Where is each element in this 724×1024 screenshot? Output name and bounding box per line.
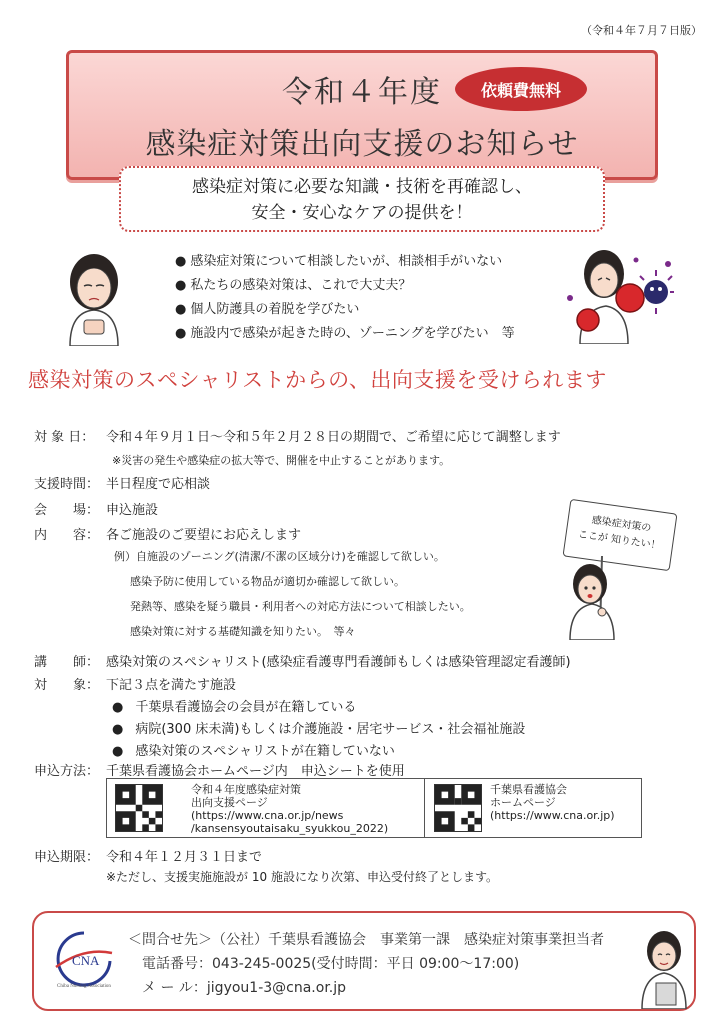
label: 申込期限： [34,850,100,865]
homepage-link[interactable]: (https://www.cna.or.jp) [490,809,615,822]
sign-line: ここが 知りたい！ [577,529,662,552]
hero-banner [66,50,658,180]
nurse-with-clipboard-icon [638,923,692,1009]
qr-caption-line: 出向支援ページ [191,796,268,809]
label: 内 容： [34,528,100,543]
qr-code-icon[interactable] [434,784,482,832]
label: 対 象 日： [34,430,95,445]
qr-code-icon[interactable] [115,784,163,832]
requirement-item: ● 感染対策のスペシャリストが在籍していない [112,740,395,759]
qr-caption-line: 千葉県看護協会 [490,783,567,796]
target-note: ※災害の発生や感染症の拡大等で、開催を中止することがあります。 [112,454,451,467]
nurse-fighting-virus-icon [566,240,674,344]
example-item: 感染予防に使用している物品が適切か確認して欲しい。 [130,575,405,588]
target-date-row [34,426,561,445]
subtitle-line: 感染症対策に必要な知識・技術を再確認し、 [192,177,532,197]
edition-date: （令和４年７月７日版） [581,24,702,37]
requirement-item: ● 千葉県看護協会の会員が在籍している [112,696,356,715]
support-page-link[interactable]: (https://www.cna.or.jp/news [191,809,344,822]
value: 千葉県看護協会ホームページ内 申込シートを使用 [106,764,405,779]
support-time-row [34,473,210,492]
example-item: 発熱等、感染を疑う職員・利用者への対応方法について相談したい。 [130,600,471,613]
requirement-item: ● 病院(300 床未満)もしくは介護施設・居宅サービス・社会福祉施設 [112,718,525,737]
page-title: 感染症対策出向支援のお知らせ [145,127,579,162]
subtitle-line: 安全・安心なケアの提供を！ [251,203,473,223]
qr-caption-line: 令和４年度感染症対策 [191,783,301,796]
label: 講 師： [34,655,100,670]
email-address[interactable]: メ ー ル：jigyou1-3@cna.or.jp [142,980,347,996]
value: 感染対策のスペシャリスト(感染症看護専門看護師もしくは感染管理認定看護師) [106,655,571,670]
qr-caption-line: ホームページ [490,796,556,809]
list-item: ● 感染症対策について相談したいが、相談相手がいない [175,252,515,276]
label: 支援時間： [34,477,100,492]
contact-footer [32,911,696,1011]
lecturer-row [34,651,571,670]
logo-text: CNA [72,953,100,968]
sign-line: 感染症対策の [590,514,652,535]
deadline-note: ※ただし、支援実施施設が 10 施設になり次第、申込受付終了とします。 [106,870,498,884]
phone-number[interactable]: 電話番号：043-245-0025(受付時間：平日 09:00～17:00) [142,956,520,972]
qr-code-box [106,778,642,838]
cna-logo-icon [48,927,120,991]
hero-year: 令和４年度 [282,75,442,110]
value: 半日程度で応相談 [106,477,211,492]
list-item: ● 個人防護具の着脱を学びたい [175,300,515,324]
value: 令和４年１２月３１日まで [106,850,263,865]
example-item: 例）自施設のゾーニング(清潔/不潔の区域分け)を確認して欲しい。 [114,550,445,563]
list-item: ● 私たちの感染対策は、これで大丈夫？ [175,276,515,300]
contact-heading: ＜問合せ先＞（公社）千葉県看護協会 事業第一課 感染症対策事業担当者 [128,932,604,948]
label: 対 象： [34,678,100,693]
application-method-row [34,760,405,779]
content-row [34,524,301,543]
example-item: 感染対策に対する基礎知識を知りたい。 等々 [130,625,356,638]
support-page-link[interactable]: /kansensyoutaisaku_syukkou_2022) [191,822,389,835]
value: 令和４年９月１日～令和５年２月２８日の期間で、ご希望に応じて調整します [106,430,561,445]
qr-caption [490,783,615,822]
label: 会 場： [34,503,100,518]
logo-subtext: Chiba Nursing Association [57,984,111,989]
deadline-row [34,846,262,865]
subtitle-box [119,166,605,232]
eligibility-row [34,674,236,693]
qr-caption [191,783,388,835]
qr-cell-homepage [426,779,642,837]
label: 申込方法： [34,764,100,779]
value: 下記３点を満たす施設 [106,678,237,693]
qr-cell-support-page [107,779,425,837]
value: 申込施設 [106,503,159,518]
list-item: ● 施設内で感染が起きた時の、ゾーニングを学びたい 等 [175,324,515,348]
free-badge: 依頼費無料 [455,67,587,111]
concern-list [175,252,515,348]
headline: 感染対策のスペシャリストからの、出向支援を受けられます [28,368,607,392]
venue-row [34,499,158,518]
nurse-holding-sign-icon [562,556,642,640]
value: 各ご施設のご要望にお応えします [106,528,302,543]
worried-nurse-icon [62,242,126,346]
